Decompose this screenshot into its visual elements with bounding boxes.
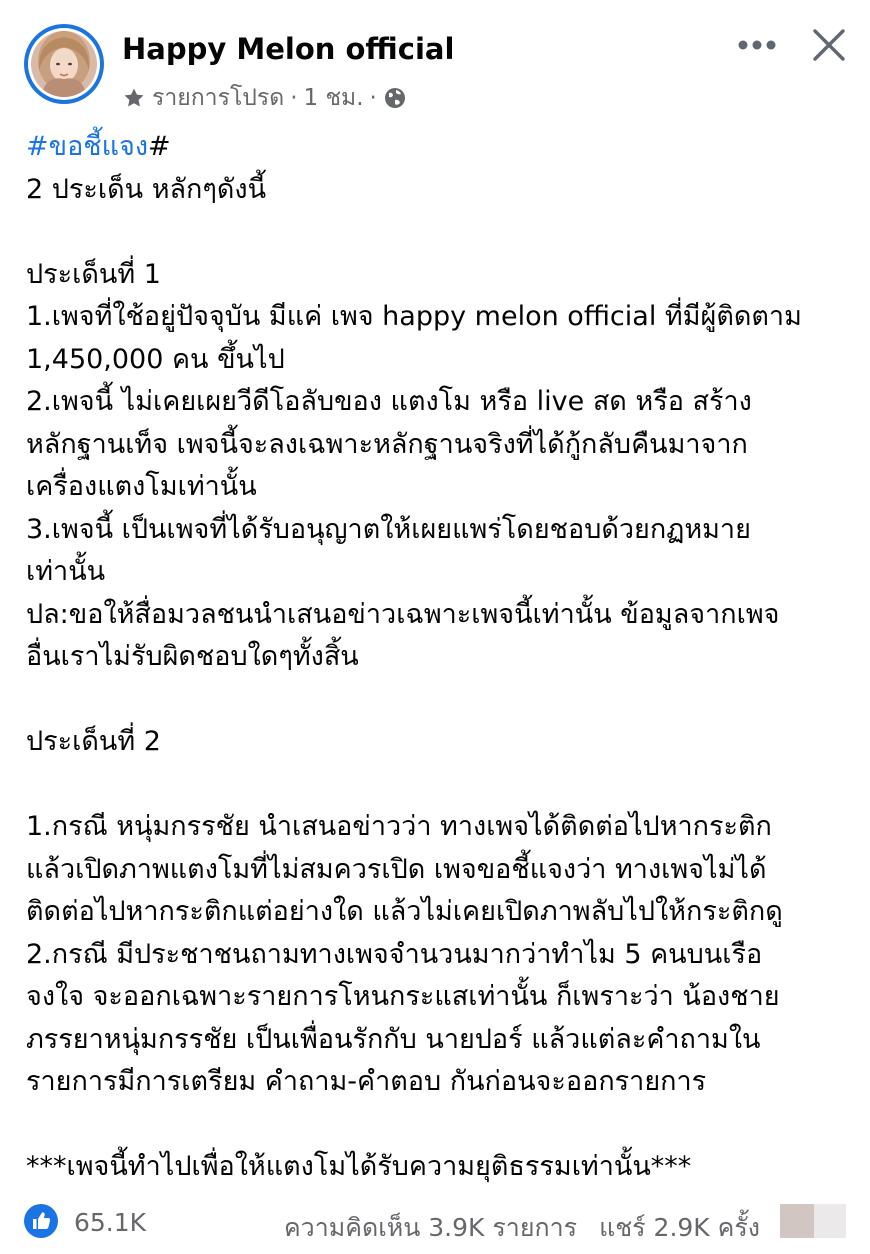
post-line: ประเด็นที่ 1 bbox=[26, 258, 161, 290]
comment-count[interactable]: ความคิดเห็น 3.9K รายการ bbox=[283, 1213, 578, 1242]
avatar[interactable] bbox=[24, 24, 104, 104]
post-line: แล้วเปิดภาพแตงโมที่ไม่สมควรเปิด เพจขอชี้แจงว่า ทางเพจไม่ได้ bbox=[26, 853, 767, 885]
post-line: ภรรยาหนุ่มกรรชัย เป็นเพื่อนรักกับ นายปอร์ แล้วแต่ละคำถามใน bbox=[26, 1023, 761, 1055]
globe-icon[interactable] bbox=[383, 86, 407, 110]
blank-line bbox=[26, 679, 856, 722]
hashtag-tail: # bbox=[148, 131, 171, 162]
post-line: ***เพจนี้ทำไปเพื่อให้แตงโมได้รับความยุติธรรมเท่านั้น*** bbox=[26, 1151, 692, 1182]
post-meta bbox=[122, 80, 407, 116]
viewer-avatar-block bbox=[814, 1204, 846, 1238]
post-line: 2.กรณี มีประชาชนถามทางเพจจำนวนมากว่าทำไม 5 คนบนเรือ bbox=[26, 938, 763, 970]
favorites-label[interactable]: รายการโปรด bbox=[152, 85, 285, 111]
post-line: 3.เพจนี้ เป็นเพจที่ได้รับอนุญาตให้เผยแพร่โดยชอบด้วยกฏหมาย bbox=[26, 513, 751, 545]
post-line: เครื่องแตงโมเท่านั้น bbox=[26, 471, 257, 502]
post-line: 1.เพจที่ใช้อยู่ปัจจุบัน มีแค่ เพจ happy melon official ที่มีผู้ติดตาม bbox=[26, 301, 802, 332]
avatar-frame bbox=[28, 28, 100, 100]
viewer-avatar[interactable] bbox=[780, 1204, 846, 1238]
hashtag-line bbox=[26, 126, 856, 169]
post-time[interactable]: 1 ชม. bbox=[303, 85, 364, 111]
post-line: 1,450,000 คน ขึ้นไป bbox=[26, 343, 285, 375]
like-count[interactable]: 65.1K bbox=[74, 1208, 147, 1237]
post-line: รายการมีการเตรียม คำถาม-คำตอบ กันก่อนจะออกรายการ bbox=[26, 1066, 707, 1097]
meta-separator: · bbox=[369, 85, 377, 111]
post-line: 2.เพจนี้ ไม่เคยเผยวีดีโอลับของ แตงโม หรือ live สด หรือ สร้าง bbox=[26, 386, 752, 417]
post-line: 2 ประเด็น หลักๆดังนี้ bbox=[26, 173, 267, 205]
post-line: ประเด็นที่ 2 bbox=[26, 726, 161, 757]
blank-line bbox=[26, 1104, 856, 1147]
engagement-stats bbox=[284, 1208, 760, 1248]
like-thumb-icon[interactable] bbox=[24, 1204, 58, 1238]
page-name[interactable]: Happy Melon official bbox=[122, 32, 455, 66]
star-icon bbox=[122, 86, 146, 110]
more-options-button[interactable] bbox=[734, 30, 780, 60]
meta-separator: · bbox=[290, 85, 298, 111]
blank-line bbox=[26, 764, 856, 807]
viewer-avatar-block bbox=[780, 1204, 814, 1238]
avatar-photo bbox=[31, 31, 97, 97]
hashtag-link[interactable]: #ขอชี้แจง bbox=[26, 131, 149, 162]
post-footer bbox=[0, 1198, 870, 1250]
close-button[interactable] bbox=[806, 22, 852, 68]
post-line: ติดต่อไปหากระติกแต่อย่างใด แล้วไม่เคยเปิดภาพลับไปให้กระติกดู bbox=[26, 896, 783, 927]
post-text bbox=[26, 126, 856, 1189]
post-line: เท่านั้น bbox=[26, 556, 106, 587]
more-dots-icon bbox=[737, 39, 777, 51]
post-line: จงใจ จะออกเฉพาะรายการโหนกระแสเท่านั้น ก็เพราะว่า น้องชาย bbox=[26, 981, 780, 1012]
blank-line bbox=[26, 211, 856, 254]
share-count[interactable]: แชร์ 2.9K ครั้ง bbox=[599, 1213, 760, 1242]
post-line: อื่นเราไม่รับผิดชอบใดๆทั้งสิ้น bbox=[26, 641, 359, 672]
post-line: หลักฐานเท็จ เพจนี้จะลงเฉพาะหลักฐานจริงที่ได้กู้กลับคืนมาจาก bbox=[26, 428, 748, 460]
post-line: ปล:ขอให้สื่อมวลชนนำเสนอข่าวเฉพาะเพจนี้เท่านั้น ข้อมูลจากเพจ bbox=[26, 598, 780, 630]
close-icon bbox=[812, 28, 846, 62]
post-header bbox=[0, 0, 870, 118]
post-line: 1.กรณี หนุ่มกรรชัย นำเสนอข่าวว่า ทางเพจได้ติดต่อไปหากระติก bbox=[26, 811, 772, 842]
